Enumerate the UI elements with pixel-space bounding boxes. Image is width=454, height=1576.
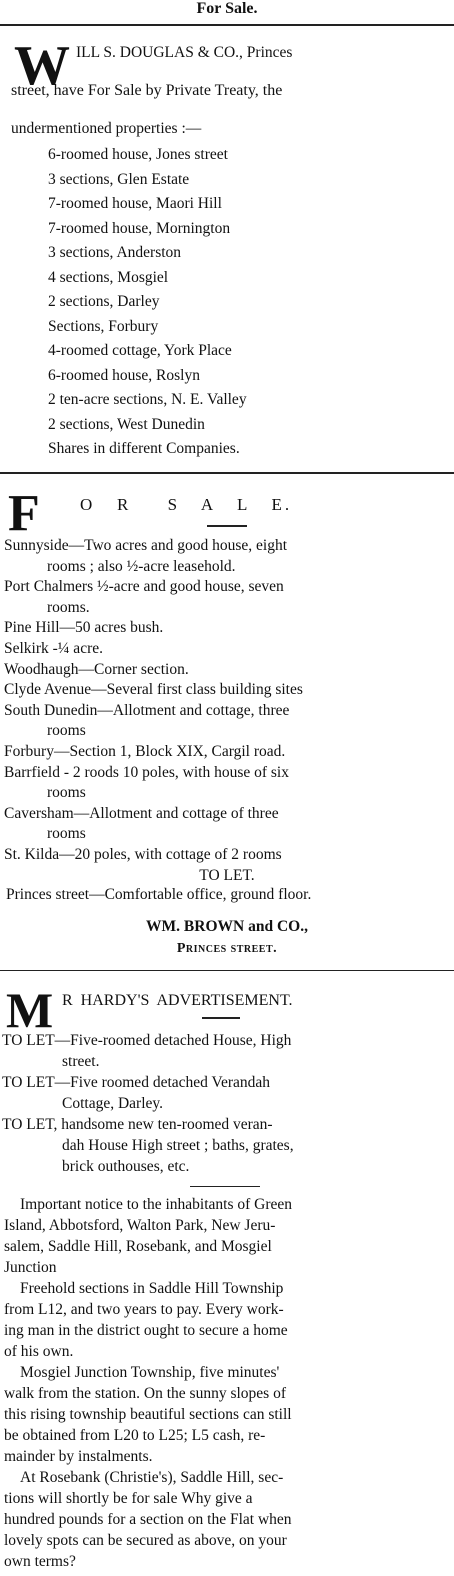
divider [0,24,454,26]
listing-line: Selkirk -¼ acre. [4,640,103,657]
notice-line: Junction [4,1259,57,1276]
notice-line: this rising township beautiful sections can still [4,1406,292,1423]
property-item: 3 sections, Anderston [48,244,182,261]
heading-rule [202,1017,240,1019]
to-let-item: brick outhouses, etc. [62,1158,190,1175]
section-rule [190,1186,260,1187]
property-item: 2 sections, West Dunedin [48,415,205,433]
notice-line: mainder by instalments. [4,1448,153,1465]
drop-cap: W [14,35,70,97]
property-item: 6-roomed house, Roslyn [48,366,200,384]
ad-line: ILL S. DOUGLAS & CO., Princes [76,44,293,61]
listing-line: Sunnyside—Two acres and good house, eight [4,537,288,554]
listing-line: rooms [47,825,86,843]
notice-line: Important notice to the inhabitants of Green [20,1196,293,1213]
listing-line: Clyde Avenue—Several first class building sites [4,681,303,699]
listing-line: Forbury—Section 1, Block XIX, Cargil road. [4,743,286,760]
to-let-item: TO LET—Five roomed detached Verandah [2,1074,271,1091]
property-item: 2 sections, Darley [48,293,160,310]
property-item: 4 sections, Mosgiel [48,268,169,286]
to-let-item: TO LET—Five-roomed detached House, High [2,1032,292,1049]
ad-heading: O R S A L E. [80,495,293,514]
notice-line: ing man in the district ought to secure a home [4,1322,288,1339]
property-item: 6-roomed house, Jones street [48,146,228,163]
listing-line: Pine Hill—50 acres bush. [4,619,164,637]
notice-line: salem, Saddle Hill, Rosebank, and Mosgiel [4,1238,272,1255]
listing-line: rooms ; also ½-acre leasehold. [47,557,236,575]
property-item: 4-roomed cottage, York Place [48,342,232,359]
to-let-heading: TO LET. [199,867,255,884]
column-header: For Sale. [196,0,258,17]
notice-line: tions will shortly be for sale Why give a [4,1490,253,1507]
property-item: Sections, Forbury [48,317,159,335]
notice-line: Mosgiel Junction Township, five minutes' [20,1364,280,1381]
ad-heading: R HARDY'S ADVERTISEMENT. [62,992,293,1009]
ad-line: Princes street—Comfortable office, ground floor. [6,886,312,903]
notice-line: of his own. [4,1343,74,1360]
notice-line: hundred pounds for a section on the Flat when [4,1511,292,1528]
listing-line: Barrfield - 2 roods 10 poles, with house of six [4,763,289,781]
property-item: 7-roomed house, Maori Hill [48,195,222,212]
ad-line: undermentioned properties :— [11,120,202,137]
notice-line: lovely spots can be secured as above, on your [4,1532,287,1549]
listing-line: Caversham—Allotment and cottage of three [4,804,279,822]
to-let-item: Cottage, Darley. [62,1095,163,1112]
property-item: 7-roomed house, Mornington [48,219,231,237]
notice-line: be obtained from L20 to L25; L5 cash, re- [4,1427,266,1444]
notice-line: Island, Abbotsford, Walton Park, New Jeru- [4,1217,276,1234]
heading-rule [207,525,247,527]
property-item: 2 ten-acre sections, N. E. Valley [48,391,247,408]
firm-address: Princes street. [176,941,278,956]
notice-line: walk from the station. On the sunny slopes of [4,1385,286,1402]
property-item: 3 sections, Glen Estate [48,170,190,188]
listing-line: Port Chalmers ½-acre and good house, seven [4,578,284,596]
listing-line: rooms [47,722,86,740]
firm-name: WM. BROWN and CO., [146,918,308,935]
listing-line: St. Kilda—20 poles, with cottage of 2 rooms [4,846,282,863]
to-let-item: street. [62,1053,100,1070]
notice-line: At Rosebank (Christie's), Saddle Hill, sec- [20,1469,284,1486]
listing-line: Woodhaugh—Corner section. [4,660,189,678]
ad-line: street, have For Sale by Private Treaty, the [11,82,283,99]
divider [0,472,454,474]
listing-line: rooms [47,784,86,802]
notice-line: from L12, and two years to pay. Every work- [4,1301,284,1318]
property-item: Shares in different Companies. [48,440,240,457]
divider [0,970,454,971]
notice-line: Freehold sections in Saddle Hill Township [20,1280,284,1297]
drop-cap: M [6,982,54,1038]
to-let-item: TO LET, handsome new ten-roomed veran- [2,1116,273,1133]
listing-line: rooms. [47,598,90,616]
drop-cap: F [8,485,40,542]
notice-line: own terms? [4,1553,76,1570]
to-let-item: dah House High street ; baths, grates, [62,1137,294,1154]
listing-line: South Dunedin—Allotment and cottage, three [4,701,290,719]
